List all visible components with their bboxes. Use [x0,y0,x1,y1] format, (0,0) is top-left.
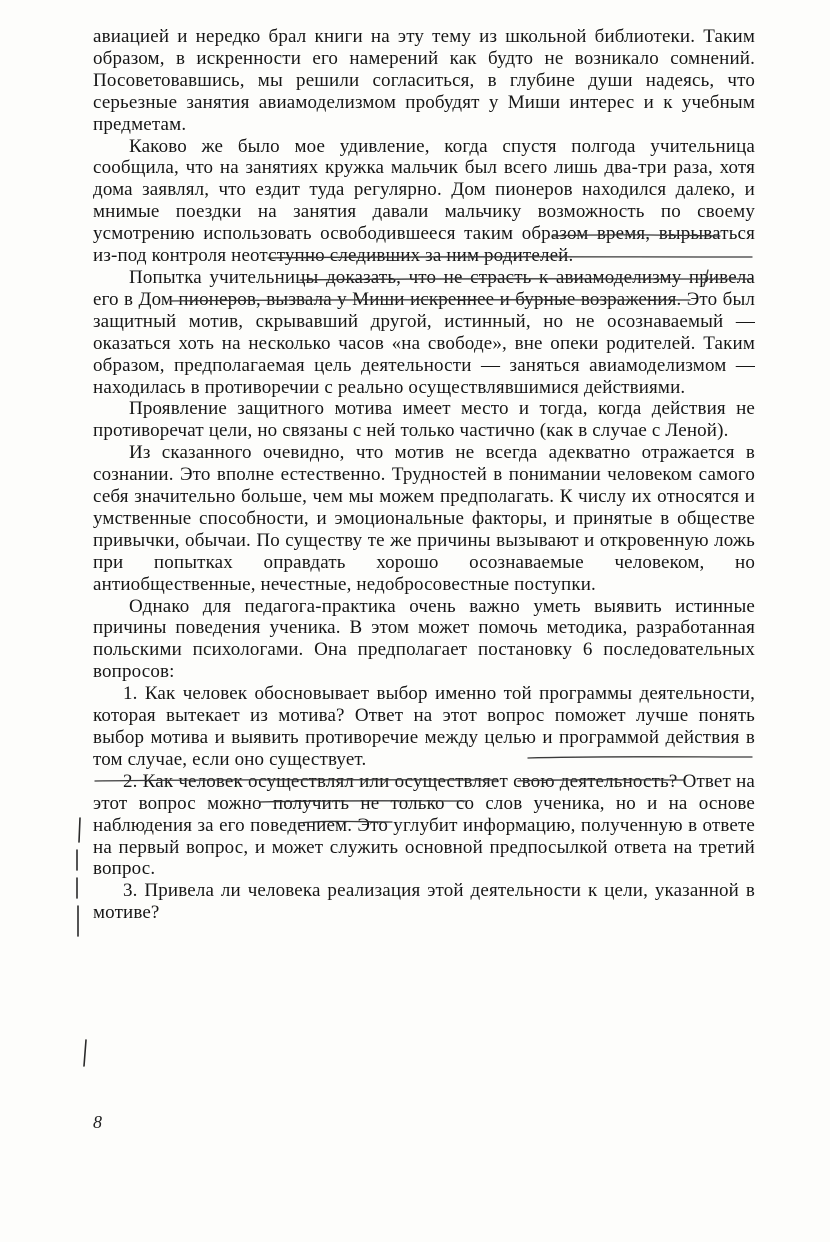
margin-line [84,1040,86,1066]
question-2: 2. Как человек осуществлял или осуществляет свою деятельность? Ответ на этот вопрос можно получить не только со слов ученика, но и на основе наблюдения за его поведением. Это углубит информацию, полученную в ответе на первый вопрос, и может служить основной предпосылкой ответа на третий вопрос. [93,770,755,880]
question-1: 1. Как человек обосновывает выбор именно той программы деятельности, которая вытекает из мотива? Ответ на этот вопрос поможет лучше понять выбор мотива и выявить противоречие между целью и программой действия в том случае, если оно существует. [93,683,755,770]
question-3: 3. Привела ли человека реализация этой деятельности к цели, указанной в мотиве? [93,880,755,924]
paragraph-4: Проявление защитного мотива имеет место и тогда, когда действия не противоречат цели, но связаны с ней только частично (как в случае с Леной). [93,398,755,442]
paragraph-2: Каково же было мое удивление, когда спустя полгода учительница сообщила, что на занятиях кружка мальчик был всего лишь два-три раза, хотя дома заявлял, что ездит туда регулярно. Дом пионеров находился далеко, и мнимые поездки на занятия давали мальчику возможность по своему усмотрению использовать освободившееся таким образом время, вырываться из-под контроля неотступно следивших за ним родителей. [93,135,755,267]
paragraph-1: авиацией и нередко брал книги на эту тему из школьной библиотеки. Таким образом, в искренности его намерений как будто не возникало сомнений. Посоветовавшись, мы решили согласиться, в глубине души надеясь, что серьезные занятия авиамоделизмом пробудят у Миши интерес и к учебным предметам. [93,26,755,135]
paragraph-5: Из сказанного очевидно, что мотив не всегда адекватно отражается в сознании. Это вполне естественно. Трудностей в понимании человеком самого себя значительно больше, чем мы можем предполагать. К числу их относятся и умственные способности, и эмоциональные факторы, и принятые в обществе привычки, обычаи. По существу те же причины вызывают и откровенную ложь при попытках оправдать хорошо осознаваемые человеком, но антиобщественные, нечестные, недобросовестные поступки. [93,442,755,595]
paragraph-3: Попытка учительницы доказать, что не страсть к авиамоделизму привела его в Дом пионеров, вызвала у Миши искреннее и бурные возражения. Это был защитный мотив, скрывавший другой, истинный, но не осознаваемый — оказаться хоть на несколько часов «на свободе», вне опеки родителей. Таким образом, предполагаемая цель деятельности — заняться авиамоделизмом — находилась в противоречии с реально осуществлявшимися действиями. [93,266,755,398]
paragraph-6: Однако для педагога-практика очень важно уметь выявить истинные причины поведения ученика. В этом может помочь методика, разработанная польскими психологами. Она предполагает постановку 6 последовательных вопросов: [93,595,755,683]
page-text [93,26,755,924]
margin-line [79,818,80,842]
page-number: 8 [93,1112,102,1132]
